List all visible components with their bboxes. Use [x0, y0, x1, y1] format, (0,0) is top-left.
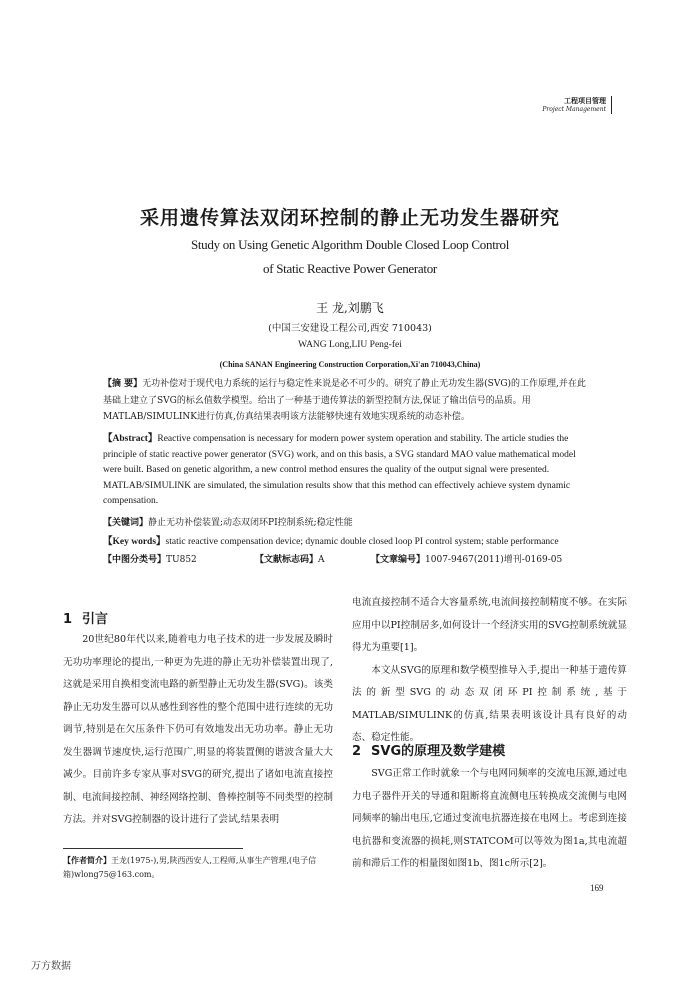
authors-en: WANG Long,LIU Peng-fei: [298, 340, 402, 350]
section-2-heading: [352, 740, 505, 759]
author-footnote: [63, 853, 335, 882]
title-en-line1: Study on Using Genetic Algorithm Double Closed Loop Control: [190, 237, 510, 252]
right-paragraph-2: 本文从SVG的原理和数学模型推导入手,提出一种基于遗传算法的新型SVG的动态双闭环PI控制系统,基于MATLAB/SIMULINK的仿真,结果表明该设计具有良好的动态、稳定性能。: [352, 664, 627, 743]
section-1-title: 引言: [82, 612, 109, 627]
doc-code-group: [255, 552, 325, 565]
abstract-cn-text: 无功补偿对于现代电力系统的运行与稳定性来说是必不可少的。研究了静止无功发生器(SVG)的工作原理,并在此基础上建立了SVG的标幺值数学模型。给出了一种基于遗传算法的新型控制方法,保证了输出信号的品质。用MATLAB/SIMULINK进行仿真,仿真结果表明该方法能够快速有效地实现系统的动态补偿。: [103, 379, 586, 422]
clc-group: [103, 552, 197, 565]
abstract-en-label: 【Abstract】: [103, 434, 158, 444]
affiliation-cn: (中国三安建设工程公司,西安 710043): [268, 323, 432, 334]
clc-label: 【中图分类号】: [103, 555, 167, 565]
footnote-rule: [63, 848, 243, 849]
article-no-value: 1007-9467(2011)增刊-0169-05: [425, 555, 563, 565]
affiliation-en: (China SANAN Engineering Construction Corporation,Xi'an 710043,China): [219, 360, 481, 369]
running-header: [542, 96, 612, 114]
doc-code-value: A: [318, 555, 325, 565]
clc-value: TU852: [166, 555, 197, 565]
abstract-en: [103, 432, 593, 510]
abstract-cn: [103, 376, 593, 426]
section-2-title: SVG的原理及数学建模: [371, 744, 506, 759]
footnote-label: 【作者简介】: [63, 855, 111, 865]
section-1-heading: [63, 608, 108, 627]
keywords-cn-text: 静止无功补偿装置;动态双闭环PI控制系统;稳定性能: [148, 518, 353, 528]
abstract-cn-label: 【摘 要】: [103, 379, 143, 389]
section-2-number: 2: [352, 744, 362, 759]
right-paragraph-3: SVG正常工作时就象一个与电网同频率的交流电压源,通过电力电子器件开关的导通和阻断将直流侧电压转换成交流侧与电网同频率的输出电压,它通过变流电抗器连接在电网上。考虑到连接电抗器和变流器的损耗,则STATCOM可以等效为图1a,其电流超前和滞后工作的相量图如图1b、图1c所示[2]。: [352, 768, 627, 869]
footnote-text: 王龙(1975-),男,陕西西安人,工程师,从事生产管理,(电子信箱)wlong75@163.com。: [63, 856, 317, 879]
keywords-cn-label: 【关键词】: [103, 518, 149, 528]
watermark: 万方数据: [31, 961, 71, 972]
keywords-en-text: static reactive compensation device; dynamic double closed loop PI control system; stable performance: [165, 537, 559, 547]
keywords-cn: [103, 515, 593, 528]
article-no-group: [371, 552, 562, 565]
keywords-en-label: 【Key words】: [103, 537, 166, 547]
right-column-text: [352, 592, 627, 750]
page-number: 169: [590, 883, 604, 893]
right-column-text-2: [352, 763, 627, 876]
right-paragraph-1: 电流直接控制不适合大容量系统,电流间接控制精度不够。在实际应用中以PI控制居多,如何设计一个经济实用的SVG控制系统就显得尤为重要[1]。: [352, 597, 627, 653]
doc-code-label: 【文献标志码】: [255, 555, 319, 565]
header-cn: 工程项目管理: [564, 96, 606, 105]
title-en-line2: of Static Reactive Power Generator: [263, 261, 437, 276]
article-no-label: 【文章编号】: [371, 555, 426, 565]
abstract-en-text: Reactive compensation is necessary for modern power system operation and stability. The article studies the principle of static reactive power generator (SVG) work, and on this basis, a SVG standard MAO value mathematical model were built. Based on genetic algorithm, a new control method ensures the quality of the output signal were presented. MATLAB/SIMULINK are simulated, the simulation results show that this method can effectively achieve system dynamic compensation.: [103, 434, 576, 506]
keywords-en: [103, 533, 593, 547]
authors-cn: 王 龙,刘鹏飞: [316, 301, 384, 315]
left-column-text: [63, 629, 333, 832]
section-1-number: 1: [63, 612, 73, 627]
header-en: Project Management: [542, 106, 606, 113]
title-cn: 采用遗传算法双闭环控制的静止无功发生器研究: [139, 207, 560, 229]
intro-paragraph: 20世纪80年代以来,随着电力电子技术的进一步发展及瞬时无功功率理论的提出,一种更为先进的静止无功补偿装置出现了,这就是采用自换相变流电路的新型静止无功发生器(SVG)。该类静止无功发生器可以从感性到容性的整个范围中进行连续的无功调节,特别是在欠压条件下仍可有效地发出无功功率。静止无功发生器调节速度快,运行范围广,明显的将装置侧的谐波含量大大减少。目前许多专家从事对SVG的研究,提出了诸如电流直接控制、电流间接控制、神经网络控制、鲁棒控制等不同类型的控制方法。并对SVG控制器的设计进行了尝试,结果表明: [63, 634, 333, 825]
